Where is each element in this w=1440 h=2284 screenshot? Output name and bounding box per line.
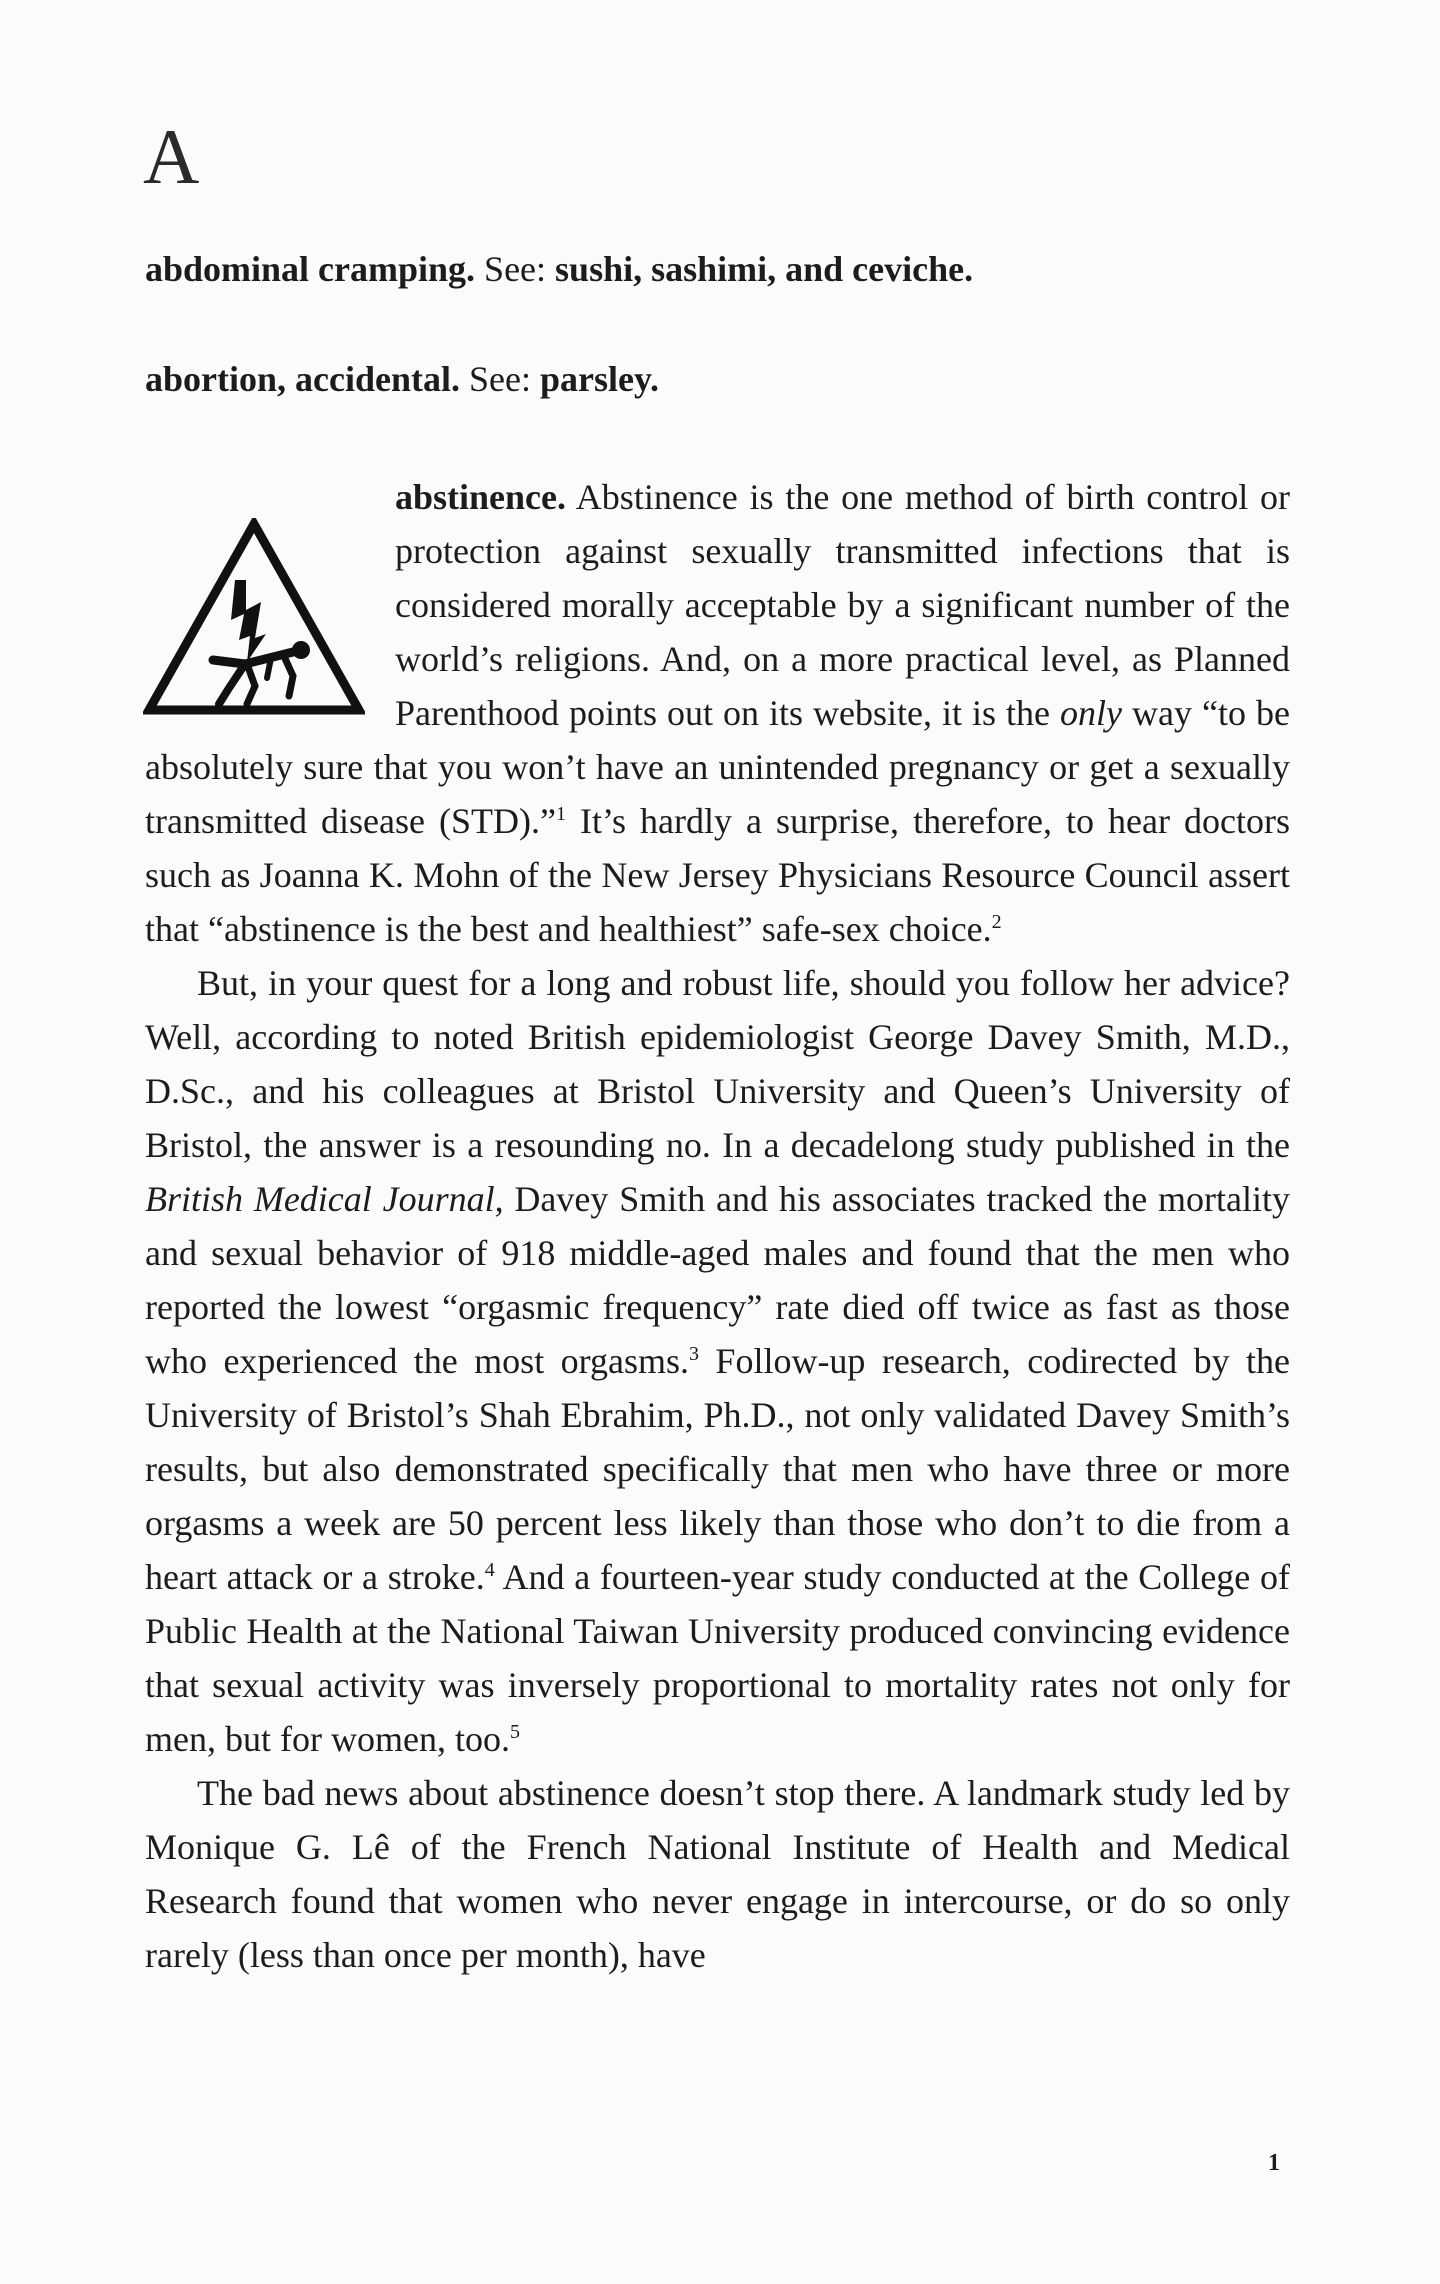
entry-term: abstinence. (395, 477, 566, 517)
footnote-marker: 5 (509, 1721, 520, 1743)
footnote-marker: 4 (484, 1559, 495, 1581)
warning-electrocution-icon (143, 518, 365, 716)
section-letter: A (143, 113, 200, 200)
paragraph-2: But, in your quest for a long and robust life, should you follow her advice? Well, according to noted British epidemiologist George Davey Smith, M.D., D.Sc., and his colleagues at Bristol University and Queen’s University of Bristol, the answer is a resounding no. In a decadelong study published in the British Medical Journal, Davey Smith and his associates tracked the mortality and sexual behavior of 918 middle-aged males and found that the men who reported the lowest “orgasmic frequency” rate died off twice as fast as those who experienced the most orgasms.$^3$ Follow-up research, codirected by the University of Bristol’s Shah Ebrahim, Ph.D., not only validated Davey Smith’s results, but also demonstrated specifically that men who have three or more orgasms a week are 50 percent less likely than those who don’t to die from a heart attack or a stroke.$^4$ And a fourteen-year study conducted at the College of Public Health at the National Taiwan University produced convincing evidence that sexual activity was inversely proportional to mortality rates not only for men, but for women, too.$^5$ (145, 963, 1290, 1759)
paragraph-1: abstinence. Abstinence is the one method of birth control or protection against sexually transmitted infections that is considered morally acceptable by a significant number of the world’s religions. And, on a more practical level, as Planned Parenthood points out on its website, it is the only way “to be absolutely sure that you won’t have an unintended pregnancy or get a sexually transmitted disease (STD).”$^1$ It’s hardly a surprise, therefore, to hear doctors such as Joanna K. Mohn of the New Jersey Physicians Resource Council assert that “abstinence is the best and healthiest” safe-sex choice.$^2$ (145, 477, 1290, 949)
page-number: 1 (1268, 2150, 1280, 2176)
entry-abdominal-cramping (145, 248, 973, 291)
footnote-marker: 1 (555, 803, 566, 825)
footnote-marker: 2 (991, 911, 1002, 933)
entry-term: abortion, accidental. (145, 359, 460, 399)
footnote-marker: 3 (688, 1343, 699, 1365)
entry-reference: parsley. (539, 359, 659, 399)
paragraph-3: The bad news about abstinence doesn’t stop there. A landmark study led by Monique G. Lê of the French National Institute of Health and Medical Research found that women who never engage in intercourse, or do so only rarely (less than once per month), have (145, 1773, 1290, 1975)
entry-abstinence (145, 470, 1290, 1982)
entry-reference: sushi, sashimi, and ceviche. (555, 249, 974, 289)
entry-term: abdominal cramping. (145, 249, 476, 289)
see-label: See: (459, 359, 540, 399)
entry-abortion-accidental (145, 358, 659, 401)
see-label: See: (475, 249, 556, 289)
